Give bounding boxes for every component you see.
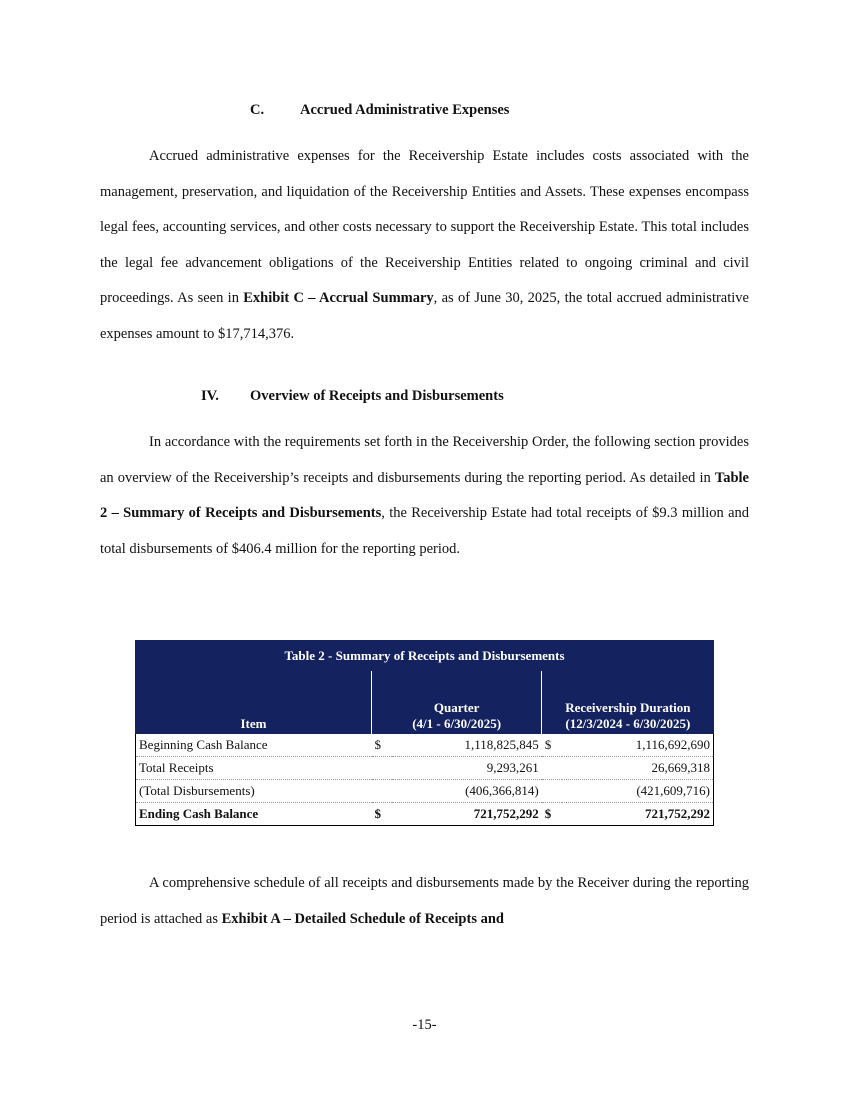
- total-item: Ending Cash Balance: [136, 803, 372, 826]
- row-duration-value: 1,116,692,690: [562, 734, 714, 757]
- para1-text-b: , as of June 30, 2025, the total accrued administrative expenses amount to $17,714,376.: [100, 290, 749, 342]
- total-duration-currency: $: [542, 803, 562, 826]
- paragraph-exhibit-a: [100, 866, 749, 937]
- summary-table: [135, 640, 714, 826]
- section-iv-number: IV.: [201, 388, 219, 404]
- table-row: [136, 734, 714, 757]
- paragraph-accrued-expenses: [100, 139, 749, 352]
- row-quarter-value: 1,118,825,845: [392, 734, 542, 757]
- section-c-title: Accrued Administrative Expenses: [300, 102, 510, 118]
- para2-text-b: , the Receivership Estate had total receipts of $9.3 million and total disbursements of $406.4 million for the reporting period.: [100, 505, 750, 557]
- section-c-heading: [250, 102, 509, 119]
- section-iv-heading: [201, 388, 504, 405]
- row-quarter-value: 9,293,261: [392, 757, 542, 780]
- row-duration-value: (421,609,716): [562, 780, 714, 803]
- row-duration-currency: $: [542, 734, 562, 757]
- row-quarter-currency: [372, 780, 392, 803]
- table-title: Table 2 - Summary of Receipts and Disbursements: [136, 641, 714, 671]
- section-iv-title: Overview of Receipts and Disbursements: [250, 388, 504, 404]
- row-duration-currency: [542, 757, 562, 780]
- table-row: [136, 780, 714, 803]
- row-item: (Total Disbursements): [136, 780, 372, 803]
- total-quarter-currency: $: [372, 803, 392, 826]
- table-row: [136, 757, 714, 780]
- column-header-item: Item: [136, 671, 372, 735]
- row-duration-currency: [542, 780, 562, 803]
- table-2-reference: Table 2 – Summary of Receipts and Disbursements: [100, 469, 749, 521]
- table-total-row: [136, 803, 714, 826]
- row-item: Beginning Cash Balance: [136, 734, 372, 757]
- row-quarter-currency: $: [372, 734, 392, 757]
- total-quarter-value: 721,752,292: [392, 803, 542, 826]
- row-item: Total Receipts: [136, 757, 372, 780]
- row-quarter-value: (406,366,814): [392, 780, 542, 803]
- row-duration-value: 26,669,318: [562, 757, 714, 780]
- column-header-duration: Receivership Duration (12/3/2024 - 6/30/2025): [542, 671, 714, 735]
- para2-text-a: In accordance with the requirements set forth in the Receivership Order, the following section provides an overview of the Receivership’s receipts and disbursements during the reporting period. As detailed in: [100, 434, 749, 486]
- para3-text-a: A comprehensive schedule of all receipts and disbursements made by the Receiver during the reporting period is attached as: [100, 875, 749, 927]
- para1-text-a: Accrued administrative expenses for the Receivership Estate includes costs associated with the management, preservation, and liquidation of the Receivership Entities and Assets. These expenses encompass legal fees, accounting services, and other costs necessary to support the Receivership Estate. This total includes the legal fee advancement obligations of the Receivership Entities related to ongoing criminal and civil proceedings. As seen in: [100, 148, 749, 306]
- exhibit-c-reference: Exhibit C – Accrual Summary: [243, 290, 434, 306]
- paragraph-receipts-overview: [100, 425, 749, 567]
- total-duration-value: 721,752,292: [562, 803, 714, 826]
- page-number: -15-: [412, 1017, 437, 1033]
- column-header-quarter: Quarter (4/1 - 6/30/2025): [372, 671, 542, 735]
- row-quarter-currency: [372, 757, 392, 780]
- exhibit-a-reference: Exhibit A – Detailed Schedule of Receipts and: [221, 910, 504, 927]
- section-c-number: C.: [250, 102, 265, 118]
